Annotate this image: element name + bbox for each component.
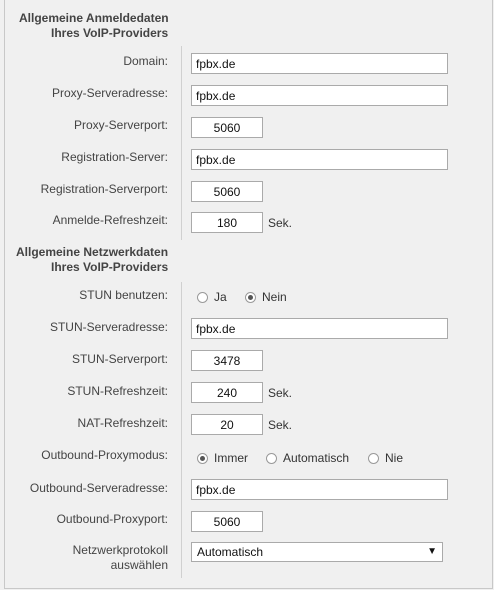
refresh-time-unit: Sek. (268, 216, 293, 230)
radio-dot-immer (197, 453, 208, 464)
stun-address-label: STUN-Serveradresse: (49, 320, 168, 334)
registration-server-field[interactable] (191, 149, 448, 170)
radio-dot-nie (368, 453, 379, 464)
stun-refresh-field[interactable] (191, 382, 263, 403)
network-protocol-value: Automatisch (197, 545, 264, 559)
nat-refresh-field[interactable] (191, 414, 263, 435)
outbound-address-field[interactable] (191, 479, 448, 500)
network-protocol-select[interactable] (191, 542, 443, 562)
network-protocol-label-line: auswählen (110, 558, 168, 572)
section-title-login (19, 11, 169, 41)
network-protocol-label-line: Netzwerkprotokoll (72, 543, 168, 557)
proxy-address-field[interactable] (191, 85, 448, 106)
refresh-time-label: Anmelde-Refreshzeit: (52, 213, 168, 227)
domain-field[interactable] (191, 53, 448, 74)
stun-use-nein-radio[interactable] (245, 290, 287, 304)
radio-label: Nein (262, 290, 287, 304)
section-title-network (16, 245, 168, 275)
outbound-mode-label: Outbound-Proxymodus: (41, 448, 168, 462)
proxy-port-field[interactable] (191, 117, 263, 138)
nat-refresh-unit: Sek. (268, 418, 293, 432)
refresh-time-field[interactable] (191, 212, 263, 233)
registration-port-label: Registration-Serverport: (40, 182, 168, 196)
radio-dot-nein (245, 292, 256, 303)
outbound-mode-automatisch-radio[interactable] (266, 451, 349, 465)
radio-label: Automatisch (283, 451, 350, 465)
outbound-port-field[interactable] (191, 511, 263, 532)
outbound-mode-nie-radio[interactable] (368, 451, 403, 465)
outbound-port-label: Outbound-Proxyport: (56, 512, 168, 526)
radio-dot-automatisch (266, 453, 277, 464)
stun-use-ja-radio[interactable] (197, 290, 227, 304)
stun-refresh-label: STUN-Refreshzeit: (67, 384, 168, 398)
section-divider (181, 282, 182, 578)
registration-port-field[interactable] (191, 181, 263, 202)
stun-address-field[interactable] (191, 318, 448, 339)
radio-label: Ja (214, 290, 227, 304)
stun-port-field[interactable] (191, 350, 263, 371)
registration-server-label: Registration-Server: (61, 150, 168, 164)
domain-label: Domain: (123, 54, 168, 68)
proxy-port-label: Proxy-Serverport: (73, 118, 168, 132)
network-protocol-label (3, 543, 168, 573)
section-title-line: Allgemeine Anmeldedaten (19, 11, 169, 25)
section-divider (181, 46, 182, 240)
outbound-address-label: Outbound-Serveradresse: (29, 481, 168, 495)
radio-label: Nie (385, 451, 404, 465)
section-title-line: Allgemeine Netzwerkdaten (16, 245, 169, 259)
stun-port-label: STUN-Serverport: (71, 352, 168, 366)
radio-dot-ja (197, 292, 208, 303)
nat-refresh-label: NAT-Refreshzeit: (77, 416, 168, 430)
section-title-line: Ihres VoIP-Providers (51, 260, 169, 274)
stun-refresh-unit: Sek. (268, 386, 293, 400)
dropdown-arrow-icon: ▼ (427, 546, 437, 557)
section-title-line: Ihres VoIP-Providers (51, 26, 169, 40)
proxy-address-label: Proxy-Serveradresse: (51, 86, 168, 100)
outbound-mode-immer-radio[interactable] (197, 451, 248, 465)
radio-label: Immer (214, 451, 248, 465)
stun-use-label: STUN benutzen: (79, 288, 168, 302)
